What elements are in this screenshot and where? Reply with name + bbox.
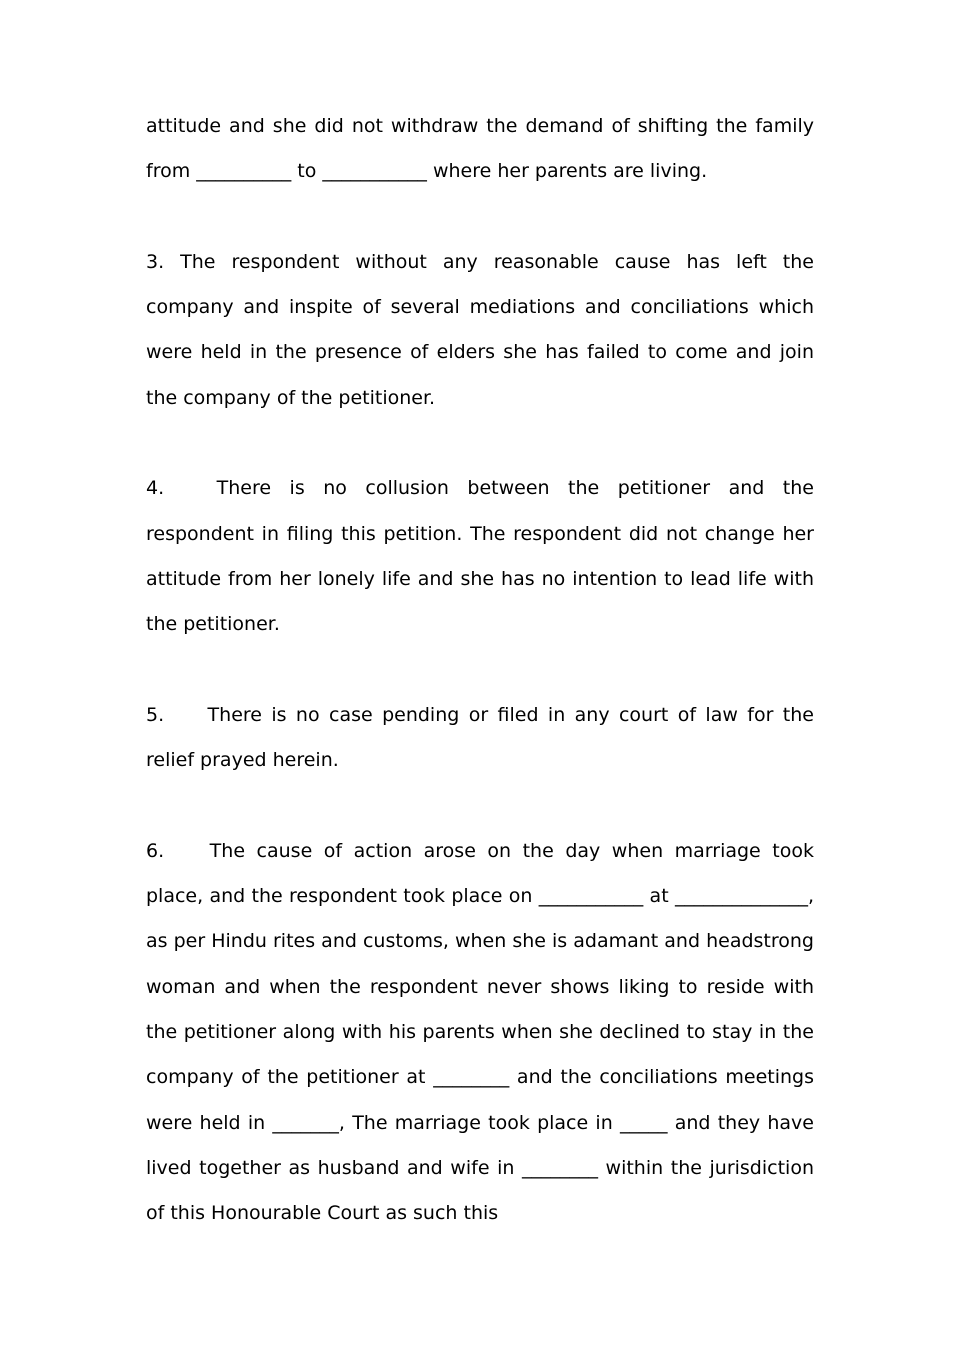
paragraph-3	[146, 240, 814, 421]
paragraph-5	[146, 693, 814, 784]
paragraph-4	[146, 466, 814, 647]
paragraph-number: 6.	[146, 839, 165, 862]
paragraph-number: 4.	[146, 477, 165, 500]
document-page	[146, 104, 814, 1236]
paragraph-number: 5.	[146, 703, 165, 726]
paragraph-text: There is no case pending or filed in any court of law for the relief prayed herein.	[146, 703, 814, 772]
paragraph-6	[146, 829, 814, 1237]
paragraph-number: 3.	[146, 250, 165, 273]
paragraph-text: attitude and she did not withdraw the demand of shifting the family from __________ to ___________ where her parents are living.	[146, 115, 814, 183]
paragraph-text: The respondent without any reasonable cause has left the company and inspite of several mediations and conciliations which were held in the presence of elders she has failed to come and join the company of the petitioner.	[146, 250, 814, 409]
paragraph-text: There is no collusion between the petitioner and the respondent in filing this petition. The respondent did not change her attitude from her lonely life and she has no intention to lead life with the petitioner.	[146, 477, 814, 636]
paragraph-text: The cause of action arose on the day when marriage took place, and the respondent took place on ___________ at ______________, as per Hindu rites and customs, when she is adamant and headstrong woman and when the respondent never shows liking to reside with the petitioner along with his parents when she declined to stay in the company of the petitioner at ________ and the conciliations meetings were held in _______, The marriage took place in _____ and they have lived together as husband and wife in ________ within the jurisdiction of this Honourable Court as such this	[146, 839, 814, 1225]
paragraph-continued	[146, 104, 814, 195]
